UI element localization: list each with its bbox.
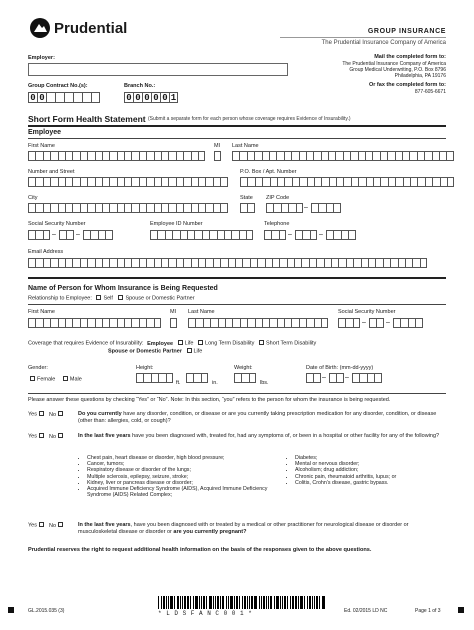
phone-input-1[interactable] (264, 230, 286, 240)
brand-name: Prudential (54, 20, 128, 37)
employee-std-label: Short Term Disability (265, 340, 317, 347)
employee-ltd-label: Long Term Disability (205, 340, 255, 347)
insured-last-name-input[interactable] (188, 318, 328, 328)
weight-input[interactable] (234, 373, 256, 383)
barcode-bar (316, 596, 318, 609)
q2-bold: In the last five years (78, 433, 131, 439)
dob-label: Date of Birth: (mm-dd-yyyy) (306, 365, 374, 371)
mail-line-1: The Prudential Insurance Company of America (342, 61, 446, 67)
female-label: Female (37, 376, 56, 383)
reserve-statement: Prudential reserves the right to request additional health information on the basis of the responses given to the above questions. (28, 547, 372, 553)
branch-digit: 0 (160, 92, 169, 103)
city-input[interactable] (28, 203, 228, 213)
state-label: State (240, 195, 253, 201)
height-ft-input[interactable] (136, 373, 173, 383)
street-input[interactable] (28, 177, 228, 187)
edition: Ed. 02/2015 LD NC (344, 608, 388, 614)
barcode-bar (199, 596, 200, 609)
employee-heading: Employee (28, 129, 62, 136)
state-input[interactable] (240, 203, 255, 213)
page-number: Page 1 of 3 (415, 608, 441, 614)
barcode-bar (259, 596, 260, 609)
spouse-life-checkbox[interactable] (187, 348, 192, 353)
fax-heading: Or fax the completed form to: (368, 82, 446, 88)
barcode-bar (193, 596, 194, 609)
email-input[interactable] (28, 258, 427, 268)
barcode-bar (230, 596, 233, 609)
gender-label: Gender: (28, 365, 48, 371)
list-item: • Cancer, tumors; (87, 461, 280, 467)
prudential-logo (30, 18, 50, 38)
barcode-bar (217, 596, 219, 609)
barcode-bar (187, 596, 189, 609)
ft-label: ft. (176, 380, 181, 386)
first-name-label: First Name (28, 143, 55, 149)
barcode-bar (295, 596, 297, 609)
coverage-row-2 (108, 348, 202, 355)
q1-bold: Do you currently (78, 411, 122, 417)
q1-text: have any disorder, condition, or disease or are you currently taking prescription medication for any disorder, condition, or disease (other than: allergies, cold, or cough)? (78, 411, 437, 424)
employee-id-label: Employee ID Number (150, 221, 203, 227)
corner-mark-right (458, 607, 464, 613)
city-label: City (28, 195, 38, 201)
q2-yes-label: Yes (28, 433, 37, 440)
q3-bold: In the last five years (78, 522, 131, 528)
barcode-bar (182, 596, 183, 609)
barcode-bar (249, 596, 250, 609)
q1-no-label: No (49, 411, 57, 418)
q2-no-checkbox[interactable] (58, 433, 63, 438)
barcode-bar (184, 596, 186, 609)
q3-yes-checkbox[interactable] (39, 522, 44, 527)
barcode-bar (220, 596, 221, 609)
q3-no-label: No (49, 522, 57, 529)
phone-input-3[interactable] (326, 230, 356, 240)
barcode-bar (236, 596, 238, 609)
barcode-bar (314, 596, 315, 609)
insured-first-name-label: First Name (28, 309, 55, 315)
barcode-bar (244, 596, 246, 609)
male-label: Male (69, 376, 82, 383)
coverage-spouse-label: Spouse or Domestic Partner (108, 348, 182, 355)
q1-no-checkbox[interactable] (58, 411, 63, 416)
branch-digit: 0 (124, 92, 133, 103)
barcode-bar (180, 596, 181, 609)
barcode-bar (174, 596, 175, 609)
branch-digit: 0 (133, 92, 142, 103)
barcode-bar (228, 596, 229, 609)
ssn-label: Social Security Number (28, 221, 86, 227)
mail-heading: Mail the completed form to: (374, 54, 446, 60)
questions-intro: Please answer these questions by checking “Yes” or “No”. Note: In this section, “you” refers to the person for whom the insurance is being requested. (28, 397, 391, 403)
spouse-label: Spouse or Domestic Partner (125, 295, 195, 302)
barcode-bar (261, 596, 262, 609)
q3-yes-no (28, 522, 65, 529)
last-name-label: Last Name (232, 143, 259, 149)
insured-heading: Name of Person for Whom Insurance is Being Requested (28, 285, 218, 292)
barcode-bar (312, 596, 313, 609)
coverage-label: Coverage that requires Evidence of Insurability: (28, 340, 144, 347)
employer-label: Employer: (28, 55, 55, 61)
barcode-text: * L D S F A N C 0 0 1 * (158, 610, 253, 617)
barcode-bar (203, 596, 205, 609)
question-1 (78, 411, 448, 424)
branch-field[interactable] (124, 92, 178, 103)
group-contract-label: Group Contract No.(s): (28, 83, 88, 89)
barcode-bar (170, 596, 173, 609)
zip-ext-input[interactable] (311, 203, 341, 213)
statement-title: Short Form Health Statement (28, 114, 146, 124)
po-box-input[interactable] (240, 177, 454, 187)
list-item: • Respiratory disease or disorder of the lungs; (87, 467, 280, 473)
rock-icon (30, 18, 50, 38)
spouse-checkbox[interactable] (118, 295, 123, 300)
barcode-bar (319, 596, 320, 609)
barcode-bar (206, 596, 207, 609)
barcode-bar (251, 596, 253, 609)
list-item: • Kidney, liver or pancreas disease or disorder; (87, 480, 280, 486)
barcode-bar (247, 596, 248, 609)
po-box-label: P.O. Box / Apt. Number (240, 169, 297, 175)
barcode-bar (222, 596, 224, 609)
mail-line-3: Philadelphia, PA 19176 (394, 73, 446, 79)
coverage-employee-label: Employee (147, 340, 174, 347)
lbs-label: lbs. (260, 380, 269, 386)
barcode-bar (307, 596, 308, 609)
dob-year-input[interactable] (352, 373, 382, 383)
barcode-bar (266, 596, 267, 609)
insured-ssn-input-3[interactable] (393, 318, 423, 328)
insured-ssn-label: Social Security Number (338, 309, 396, 315)
q3-bold-2: are you currently pregnant? (173, 528, 247, 535)
employee-ltd-checkbox[interactable] (198, 340, 203, 345)
list-item: • Chronic pain, rheumatoid arthritis, lupus; or (295, 474, 458, 480)
barcode-bar (239, 596, 240, 609)
barcode-bar (190, 596, 191, 609)
form-id: GL.2015.035 (3) (28, 608, 65, 614)
barcode-bar (276, 596, 279, 609)
barcode-bar (304, 596, 305, 609)
employee-id-input[interactable] (150, 230, 253, 240)
spouse-life-label: Life (193, 348, 203, 355)
mi-label: MI (214, 143, 221, 149)
insured-last-name-label: Last Name (188, 309, 215, 315)
height-label: Height: (136, 365, 154, 371)
company-name: The Prudential Insurance Company of America (321, 40, 446, 46)
insured-mi-input[interactable] (170, 318, 177, 328)
list-item: • Mental or nervous disorder; (295, 461, 458, 467)
self-checkbox[interactable] (96, 295, 101, 300)
ssn-input-1[interactable] (28, 230, 50, 240)
barcode-bar (284, 596, 286, 609)
insured-ssn-input-2[interactable] (369, 318, 384, 328)
male-checkbox[interactable] (63, 376, 68, 381)
barcode-bar (263, 596, 265, 609)
statement-note: (Submit a separate form for each person whose coverage requires Evidence of Insurability.) (148, 116, 351, 122)
branch-digit: 1 (170, 93, 177, 103)
barcode-bar (298, 596, 299, 609)
employee-life-label: Life (184, 340, 194, 347)
barcode-bar (274, 596, 275, 609)
barcode-bar (163, 596, 165, 609)
q1-yes-label: Yes (28, 411, 37, 418)
barcode-bar (287, 596, 288, 609)
zip-input[interactable] (266, 203, 303, 213)
barcode-bar (234, 596, 235, 609)
barcode-bar (177, 596, 179, 609)
barcode-bar (168, 596, 169, 609)
q3-no-checkbox[interactable] (58, 522, 63, 527)
list-item: • Chest pain, heart disease or disorder, high blood pressure; (87, 455, 280, 461)
street-label: Number and Street (28, 169, 75, 175)
q3-text: , have you been diagnosed with or treated by a medical or other practitioner for neurological disease or disorder or musculoskeletal disease or disorder or (78, 522, 409, 535)
list-item: • Multiple sclerosis, epilepsy, seizure, stroke; (87, 474, 280, 480)
barcode-bar (158, 596, 159, 609)
zip-label: ZIP Code (266, 195, 290, 201)
employee-std-checkbox[interactable] (259, 340, 264, 345)
employee-first-name-input[interactable] (28, 151, 205, 161)
barcode-bar (292, 596, 294, 609)
relationship-label: Relationship to Employee: (28, 295, 92, 302)
branch-digit: 0 (142, 92, 151, 103)
list-item: • Colitis, Crohn’s disease, gastric bypass. (295, 480, 458, 486)
insured-mi-label: MI (170, 309, 177, 315)
condition-list-right (288, 455, 458, 486)
question-3 (78, 522, 448, 535)
barcode-bar (242, 596, 243, 609)
mail-line-2: Group Medical Underwriting, P.O. Box 8796 (349, 67, 446, 73)
barcode-bar (161, 596, 162, 609)
branch-label: Branch No.: (124, 83, 156, 89)
employee-mi-input[interactable] (214, 151, 221, 161)
barcode-bar (270, 596, 272, 609)
relationship-row (28, 295, 195, 302)
email-label: Email Address (28, 249, 64, 255)
condition-list-left (80, 455, 280, 498)
q2-yes-no (28, 433, 65, 440)
insured-ssn-input-1[interactable] (338, 318, 360, 328)
q2-yes-checkbox[interactable] (39, 433, 44, 438)
barcode-bar (166, 596, 167, 609)
fax-number: 877-605-6671 (414, 89, 446, 95)
barcode-bar (300, 596, 303, 609)
question-2 (78, 433, 448, 440)
barcode-bar (226, 596, 227, 609)
employer-field[interactable] (28, 63, 288, 76)
group-contract-field[interactable] (28, 92, 100, 103)
barcode-bar (268, 596, 269, 609)
barcode-bar (195, 596, 198, 609)
q1-yes-no (28, 411, 65, 418)
employee-life-checkbox[interactable] (178, 340, 183, 345)
corner-mark-left (8, 607, 14, 613)
weight-label: Weight: (234, 365, 253, 371)
contract-digit: 0 (28, 92, 37, 103)
barcode-bar (201, 596, 202, 609)
self-label: Self (103, 295, 113, 302)
barcode-bar (280, 596, 281, 609)
barcode-bar (213, 596, 214, 609)
barcode-bar (254, 596, 257, 609)
q3-yes-label: Yes (28, 522, 37, 529)
list-item: • Diabetes; (295, 455, 458, 461)
contract-digit: 0 (37, 92, 46, 103)
female-checkbox[interactable] (30, 376, 35, 381)
gender-options (30, 376, 82, 383)
employee-last-name-input[interactable] (232, 151, 454, 161)
height-in-input[interactable] (186, 373, 208, 383)
q1-yes-checkbox[interactable] (39, 411, 44, 416)
list-item: • Alcoholism; drug addiction; (295, 467, 458, 473)
barcode-bar (215, 596, 216, 609)
barcode-bar (282, 596, 283, 609)
dob-day-input[interactable] (329, 373, 344, 383)
branch-digit: 0 (151, 92, 160, 103)
barcode (158, 596, 326, 609)
dob-month-input[interactable] (306, 373, 321, 383)
list-item: • Acquired Immune Deficiency Syndrome (AIDS), Acquired Immune Deficiency Syndrome (AIDS) Related Complex; (87, 486, 280, 498)
barcode-bar (322, 596, 325, 609)
barcode-bar (290, 596, 291, 609)
q2-no-label: No (49, 433, 57, 440)
coverage-row-1 (28, 340, 316, 347)
group-insurance-title: GROUP INSURANCE (367, 28, 446, 35)
phone-input-2[interactable] (295, 230, 317, 240)
in-label: in. (212, 380, 218, 386)
ssn-input-2[interactable] (59, 230, 74, 240)
telephone-label: Telephone (264, 221, 290, 227)
insured-first-name-input[interactable] (28, 318, 161, 328)
barcode-bar (309, 596, 311, 609)
barcode-bar (209, 596, 212, 609)
ssn-input-3[interactable] (83, 230, 113, 240)
q2-text: have you been diagnosed with, treated for, had any symptoms of, or been in a hospital or other facility for any of the following? (130, 433, 440, 439)
